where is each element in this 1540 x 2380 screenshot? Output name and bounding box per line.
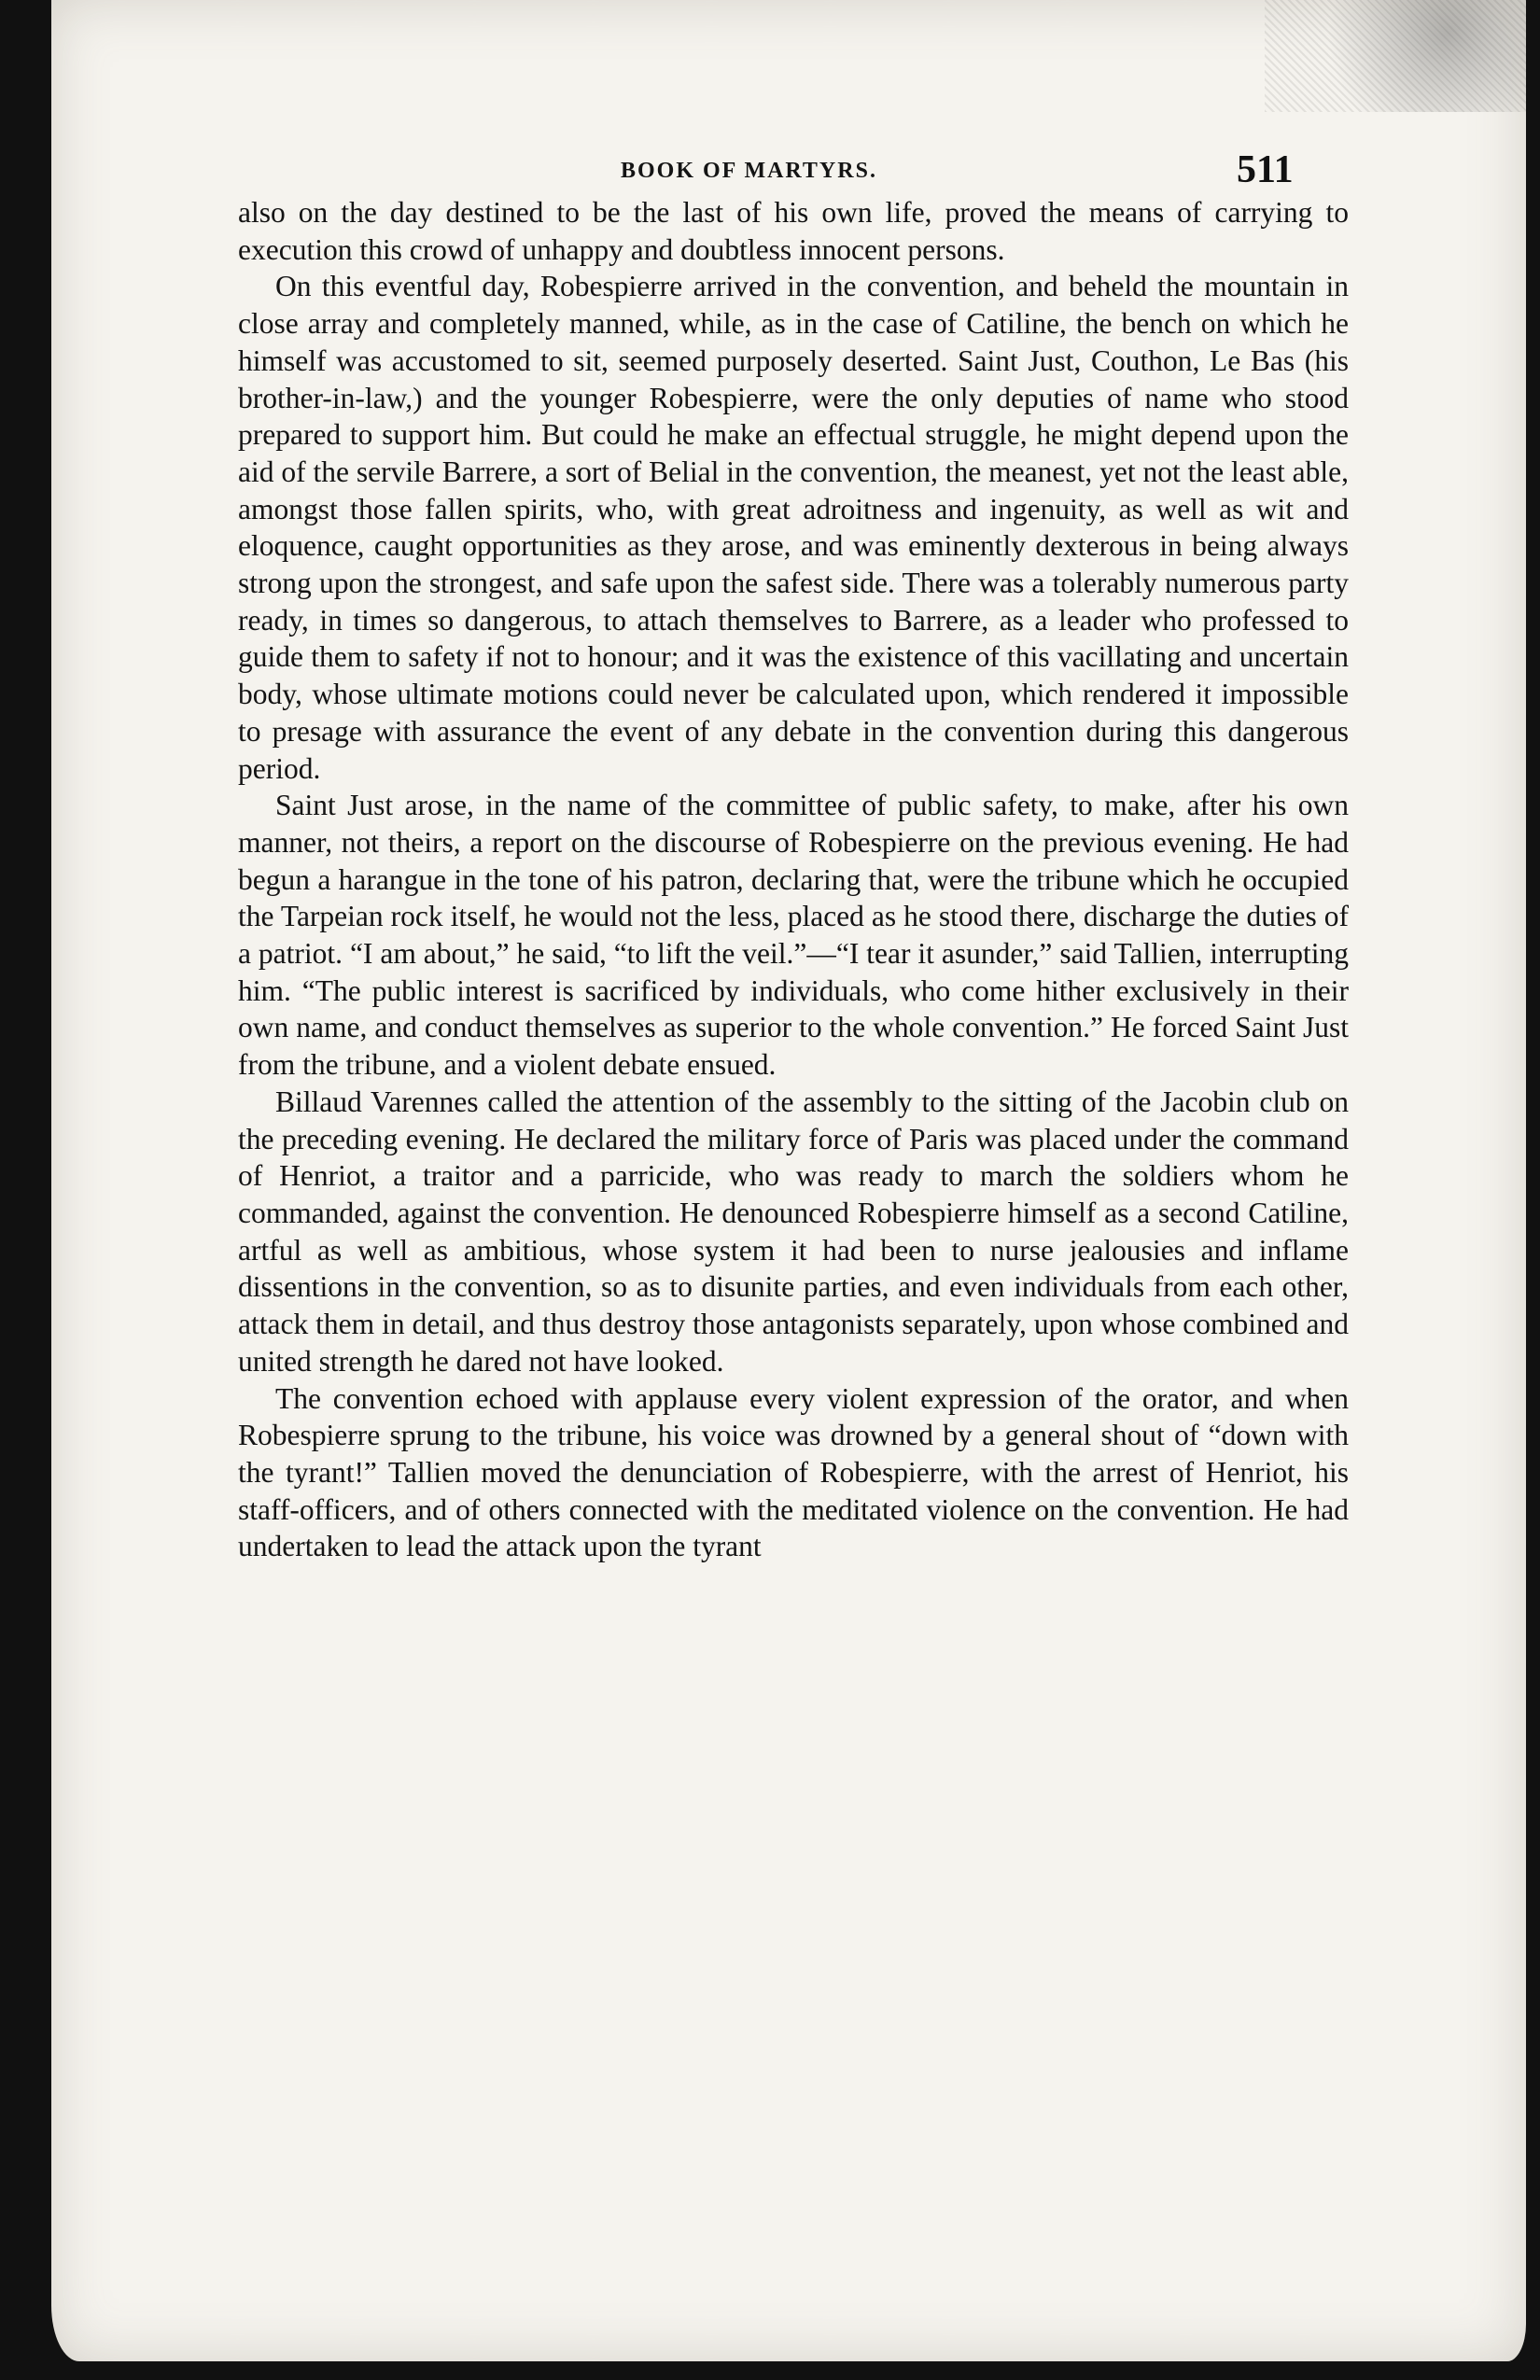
page-stain	[1265, 0, 1526, 112]
paragraph: The convention echoed with applause every violent expression of the orator, and when Robespierre sprung to the tribune, his voice was drowned by a general shout of “down with the tyrant!” Tallien moved the denunciation of Robespierre, with the arrest of Henriot, his staff-officers, and of others connected with the meditated violence on the convention. He had undertaken to lead the attack upon the tyrant	[238, 1381, 1349, 1563]
body-text	[238, 194, 1349, 1565]
page-number: 511	[1237, 148, 1294, 191]
paragraph: Saint Just arose, in the name of the committee of public safety, to make, after his own manner, not theirs, a report on the discourse of Robespierre on the previous evening. He had begun a harangue in the tone of his patron, declaring that, were the tribune which he occupied the Tarpeian rock itself, he would not the less, placed as he stood there, discharge the duties of a patriot. “I am about,” he said, “to lift the veil.”—“I tear it asunder,” said Tallien, interrupting him. “The public interest is sacrificed by individuals, who come hither exclusively in their own name, and conduct themselves as superior to the whole convention.” He forced Saint Just from the tribune, and a violent debate ensued.	[238, 789, 1349, 1082]
paragraph-continuation: also on the day destined to be the last of his own life, proved the means of carrying to execution this crowd of unhappy and doubtless innocent persons.	[238, 196, 1349, 266]
paragraph: On this eventful day, Robespierre arrived in the convention, and beheld the mountain in close array and completely manned, while, as in the case of Catiline, the bench on which he himself was accustomed to sit, seemed purposely deserted. Saint Just, Couthon, Le Bas (his brother-in-law,) and the younger Robespierre, were the only deputies of name who stood prepared to support him. But could he make an effectual struggle, he might depend upon the aid of the servile Barrere, a sort of Belial in the convention, the meanest, yet not the least able, amongst those fallen spirits, who, with great adroitness and ingenuity, as well as wit and eloquence, caught opportunities as they arose, and was eminently dexterous in being always strong upon the strongest, and safe upon the safest side. There was a tolerably numerous party ready, in times so dangerous, to attach themselves to Barrere, as a leader who professed to guide them to safety if not to honour; and it was the existence of this vacillating and uncertain body, whose ultimate motions could never be calculated upon, which rendered it impossible to presage with assurance the event of any debate in the convention during this dangerous period.	[238, 270, 1349, 785]
book-page	[51, 0, 1526, 2361]
paragraph: Billaud Varennes called the attention of the assembly to the sitting of the Jacobin club on the preceding evening. He declared the military force of Paris was placed under the command of Henriot, a traitor and a parricide, who was ready to march the soldiers whom he commanded, against the convention. He denounced Robespierre himself as a second Catiline, artful as well as ambitious, whose system it had been to nurse jealousies and inflame dissentions in the convention, so as to disunite parties, and even individuals from each other, attack them in detail, and thus destroy those antagonists separately, upon whose combined and united strength he dared not have looked.	[238, 1085, 1349, 1378]
running-head: BOOK OF MARTYRS.	[621, 159, 877, 183]
